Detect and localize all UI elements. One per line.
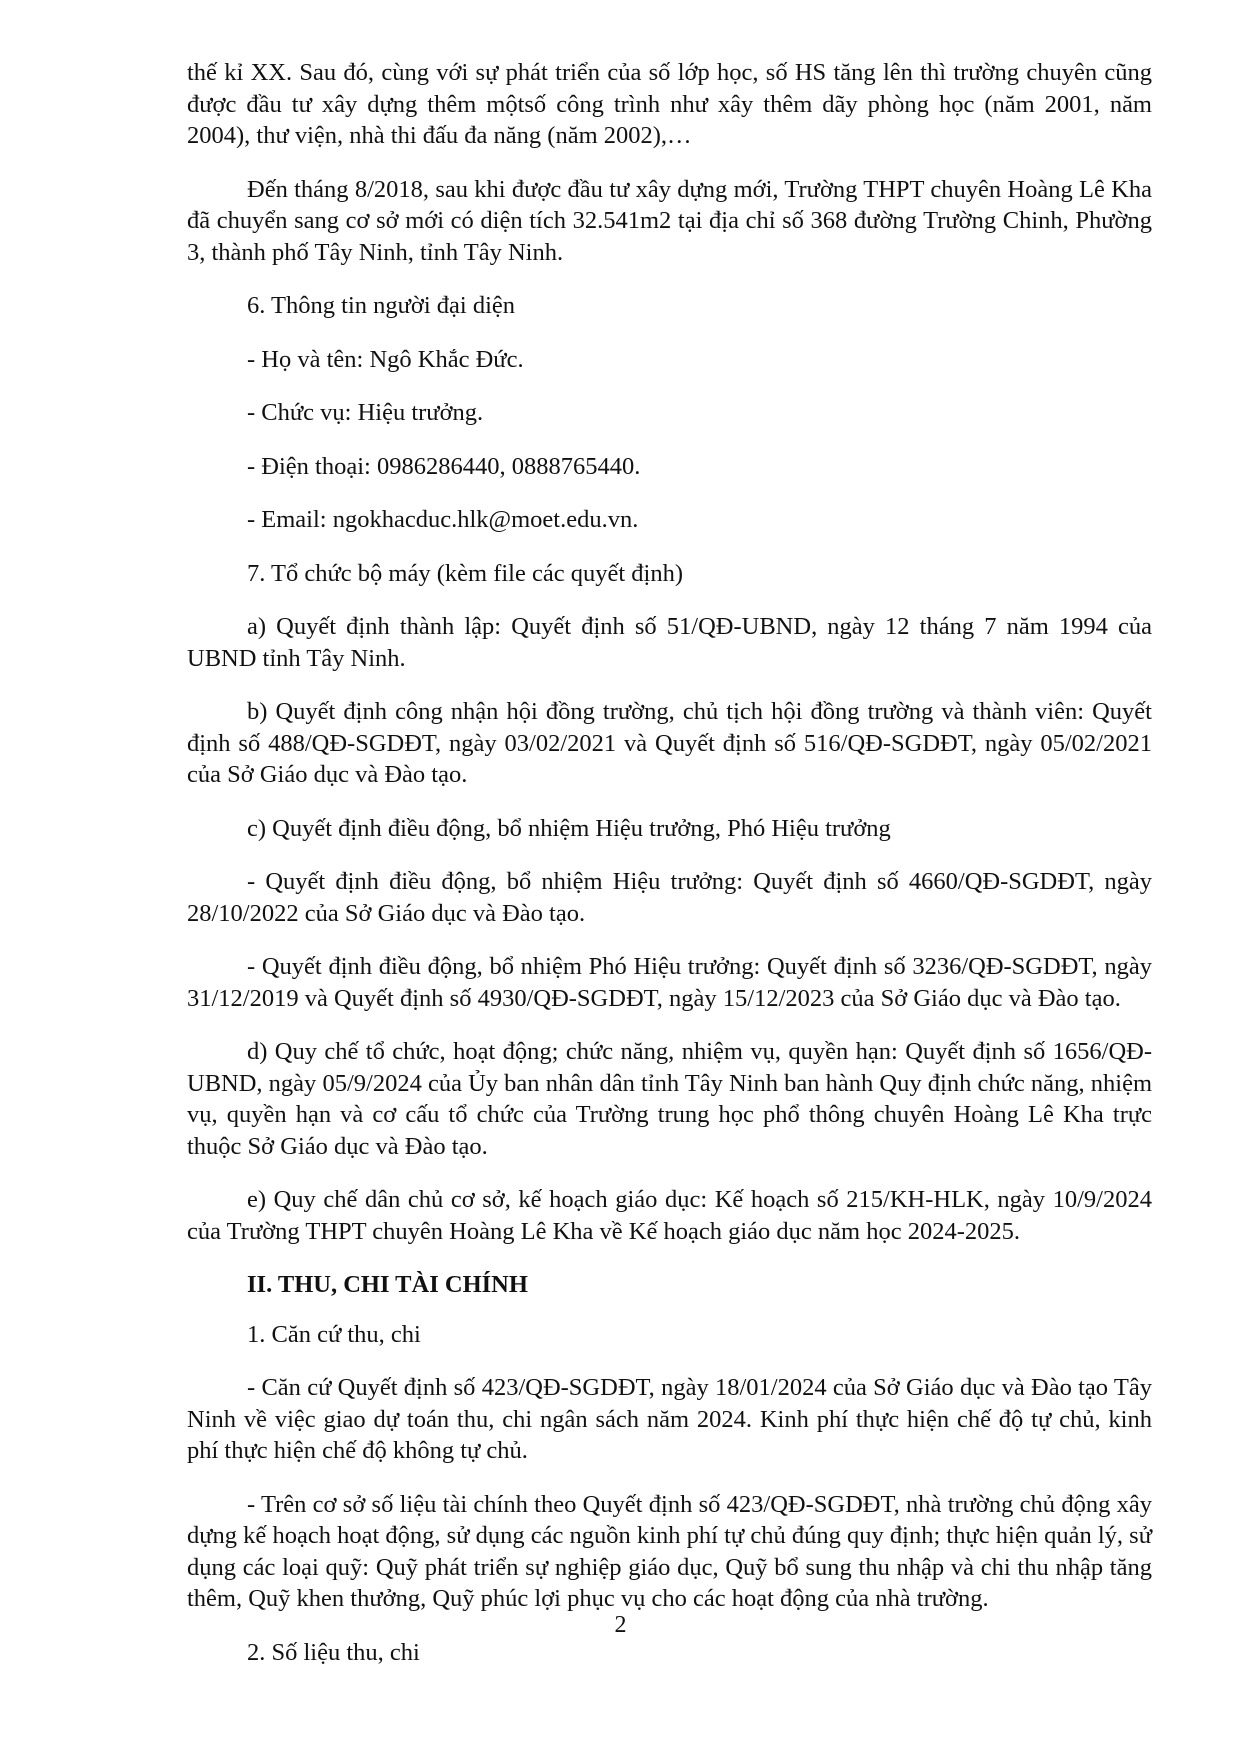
document-page (187, 57, 1152, 1690)
section-heading-finance: II. THU, CHI TÀI CHÍNH (247, 1271, 528, 1298)
item-a-establishment-decision: a) Quyết định thành lập: Quyết định số 51/QĐ-UBND, ngày 12 tháng 7 năm 1994 của UBND tỉnh Tây Ninh. (187, 613, 1152, 672)
item-e-education-plan: e) Quy chế dân chủ cơ sở, kế hoạch giáo dục: Kế hoạch số 215/KH-HLK, ngày 10/9/2024 của Trường THPT chuyên Hoàng Lê Kha về Kế hoạch giáo dục năm học 2024-2025. (187, 1186, 1152, 1245)
vice-principal-appointment: - Quyết định điều động, bổ nhiệm Phó Hiệu trưởng: Quyết định số 3236/QĐ-SGDĐT, ngày 31/12/2019 và Quyết định số 4930/QĐ-SGDĐT, ngày 15/12/2023 của Sở Giáo dục và Đào tạo. (187, 953, 1152, 1012)
item-c-appointment-decisions: c) Quyết định điều động, bổ nhiệm Hiệu trưởng, Phó Hiệu trưởng (247, 814, 891, 842)
representative-email: - Email: ngokhacduc.hlk@moet.edu.vn. (247, 506, 639, 533)
page-number: 2 (614, 1612, 627, 1638)
finance-basis-decision: - Căn cứ Quyết định số 423/QĐ-SGDĐT, ngày 18/01/2024 của Sở Giáo dục và Đào tạo Tây Ninh về việc giao dự toán thu, chi ngân sách năm 2024. Kinh phí thực hiện chế độ tự chủ, kinh phí thực hiện chế độ không tự chủ. (187, 1374, 1152, 1464)
section-organization: 7. Tổ chức bộ máy (kèm file các quyết định) (247, 559, 683, 587)
item-d-regulations: d) Quy chế tổ chức, hoạt động; chức năng, nhiệm vụ, quyền hạn: Quyết định số 1656/QĐ-UBND, ngày 05/9/2024 của Ủy ban nhân dân tỉnh Tây Ninh ban hành Quy định chức năng, nhiệm vụ, quyền hạn và cơ cấu tổ chức của Trường trung học phổ thông chuyên Hoàng Lê Kha trực thuộc Sở Giáo dục và Đào tạo. (187, 1038, 1152, 1160)
paragraph-new-campus: Đến tháng 8/2018, sau khi được đầu tư xây dựng mới, Trường THPT chuyên Hoàng Lê Kha đã chuyển sang cơ sở mới có diện tích 32.541m2 tại địa chỉ số 368 đường Trường Chinh, Phường 3, thành phố Tây Ninh, tỉnh Tây Ninh. (187, 175, 1152, 266)
representative-position: - Chức vụ: Hiệu trưởng. (247, 399, 484, 426)
finance-basis-plan: - Trên cơ sở số liệu tài chính theo Quyết định số 423/QĐ-SGDĐT, nhà trường chủ động xây dựng kế hoạch hoạt động, sử dụng các nguồn kinh phí tự chủ đúng quy định; thực hiện quản lý, sử dụng các loại quỹ: Quỹ phát triển sự nghiệp giáo dục, Quỹ bổ sung thu nhập và chi thu nhập tăng thêm, Quỹ khen thưởng, Quỹ phúc lợi phục vụ cho các hoạt động của nhà trường. (187, 1490, 1152, 1612)
paragraph-history-continuation: thế kỉ XX. Sau đó, cùng với sự phát triển của số lớp học, số HS tăng lên thì trường chuyên cũng được đầu tư xây dựng thêm mộtsố công trình như xây thêm dãy phòng học (năm 2001, năm 2004), thư viện, nhà thi đấu đa năng (năm 2002),… (187, 59, 1152, 149)
representative-name: - Họ và tên: Ngô Khắc Đức. (247, 345, 524, 373)
subsection-finance-figures: 2. Số liệu thu, chi (247, 1638, 420, 1666)
principal-appointment: - Quyết định điều động, bổ nhiệm Hiệu trưởng: Quyết định số 4660/QĐ-SGDĐT, ngày 28/10/2022 của Sở Giáo dục và Đào tạo. (187, 868, 1152, 927)
section-representative-info: 6. Thông tin người đại diện (247, 292, 516, 319)
representative-phone: - Điện thoại: 0986286440, 0888765440. (247, 452, 641, 480)
item-b-school-council-decision: b) Quyết định công nhận hội đồng trường, chủ tịch hội đồng trường và thành viên: Quyết định số 488/QĐ-SGDĐT, ngày 03/02/2021 và Quyết định số 516/QĐ-SGDĐT, ngày 05/02/2021 của Sở Giáo dục và Đào tạo. (187, 698, 1152, 788)
subsection-finance-basis: 1. Căn cứ thu, chi (247, 1320, 421, 1348)
